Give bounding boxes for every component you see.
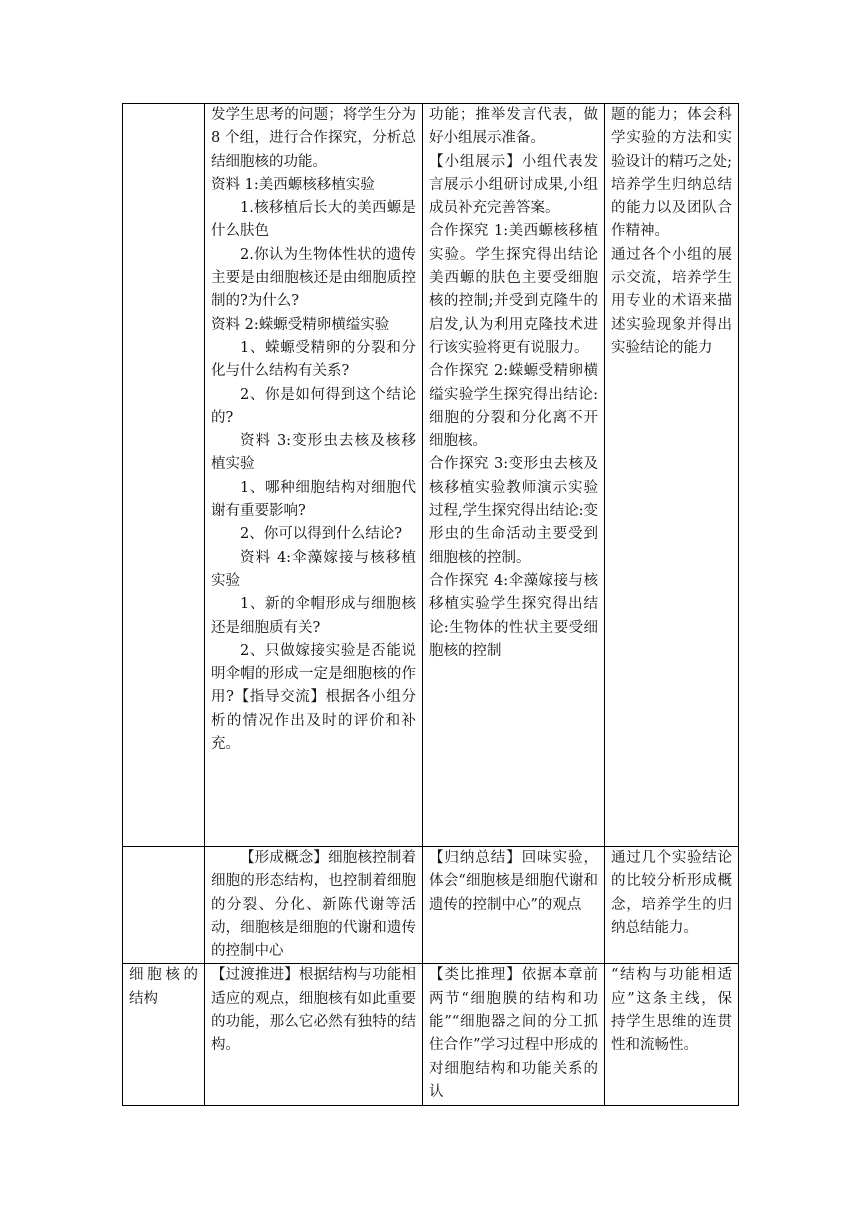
student-activity-cell: 【类比推理】依据本章前两节“细胞膜的结构和功能”“细胞器之间的分工抓住合作”学习过程中形成的对细胞结构和功能关系的认: [423, 964, 605, 1106]
teacher-paragraph: 2、你是如何得到这个结论的?: [211, 386, 416, 426]
teacher-activity-cell: [205, 104, 423, 847]
design-intent-cell: “结构与功能相适应”这条主线，保持学生思维的连贯性和流畅性。: [605, 964, 739, 1106]
student-activity-cell: 【归纳总结】回味实验，体会“细胞核是细胞代谢和遗传的控制中心”的观点: [423, 847, 605, 964]
design-intent-cell: 通过几个实验结论的比较分析形成概念，培养学生的归纳总结能力。: [605, 847, 739, 964]
teacher-paragraph: 资料 4:伞藻嫁接与核移植实验: [211, 549, 416, 589]
teacher-paragraph: 资料 1:美西螈核移植实验: [211, 176, 375, 193]
teacher-activity-cell: 【形成概念】细胞核控制着细胞的形态结构，也控制着细胞的分裂、分化、新陈代谢等活动，细胞核是细胞的代谢和遗传的控制中心: [205, 847, 423, 964]
teacher-paragraph: 2、只做嫁接实验是否能说明伞帽的形成一定是细胞核的作用?【指导交流】根据各小组分析的情况作出及时的评价和补充。: [211, 642, 416, 753]
teacher-paragraph: 1、新的伞帽形成与细胞核还是细胞质有关?: [211, 596, 416, 636]
intent-paragraph: 通过各个小组的展示交流，培养学生用专业的术语来描述实验现象并得出实验结论的能力: [611, 246, 732, 356]
student-paragraph: 【小组展示】小组代表发言展示小组研讨成果,小组成员补充完善答案。: [429, 153, 598, 217]
student-paragraph: 合作探究 1:美西螈核移植实验。学生探究得出结论美西螈的肤色主要受细胞核的控制;并受到克隆牛的启发,认为利用克隆技术进行该实验将更有说服力。: [429, 223, 598, 356]
section-cell: 细胞核的结构: [123, 964, 205, 1106]
section-cell: [123, 104, 205, 847]
teacher-activity-cell: 【过渡推进】根据结构与功能相适应的观点，细胞核有如此重要的功能，那么它必然有独特的结构。: [205, 964, 423, 1106]
teacher-paragraph: 1.核移植后长大的美西螈是什么肤色: [211, 200, 416, 240]
intent-paragraph: 题的能力；体会科学实验的方法和实验设计的精巧之处;培养学生归纳总结的能力以及团队合作精神。: [611, 107, 732, 240]
teacher-paragraph: 1、蝾螈受精卵的分裂和分化与什么结构有关系?: [211, 339, 416, 380]
design-intent-cell: [605, 104, 739, 847]
student-activity-cell: [423, 104, 605, 847]
teacher-paragraph: 资料 3:变形虫去核及核移植实验: [211, 433, 416, 473]
section-cell: [123, 847, 205, 964]
lesson-plan-table: [122, 103, 739, 1106]
student-paragraph: 合作探究 2:蝾螈受精卵横缢实验学生探究得出结论:细胞的分裂和分化离不开细胞核。: [429, 363, 598, 450]
student-paragraph: 功能；推举发言代表，做好小组展示准备。: [429, 107, 598, 147]
table-row: [123, 964, 739, 1106]
table-row: [123, 847, 739, 964]
teacher-paragraph: 资料 2:蝾螈受精卵横缢实验: [211, 316, 390, 333]
teacher-paragraph: 发学生思考的问题；将学生分为 8 个组，进行合作探究，分析总结细胞核的功能。: [211, 107, 416, 170]
table-row: [123, 104, 739, 847]
teacher-paragraph: 2.你认为生物体性状的遗传主要是由细胞核还是由细胞质控制的?为什么?: [211, 246, 416, 310]
teacher-paragraph: 1、哪种细胞结构对细胞代谢有重要影响?: [211, 479, 416, 520]
student-paragraph: 合作探究 3:变形虫去核及核移植实验教师演示实验过程,学生探究得出结论:变形虫的生命活动主要受到细胞核的控制。: [429, 456, 598, 566]
teacher-paragraph: 2、你可以得到什么结论?: [240, 526, 402, 543]
student-paragraph: 合作探究 4:伞藻嫁接与核移植实验学生探究得出结论:生物体的性状主要受细胞核的控制: [429, 572, 598, 659]
